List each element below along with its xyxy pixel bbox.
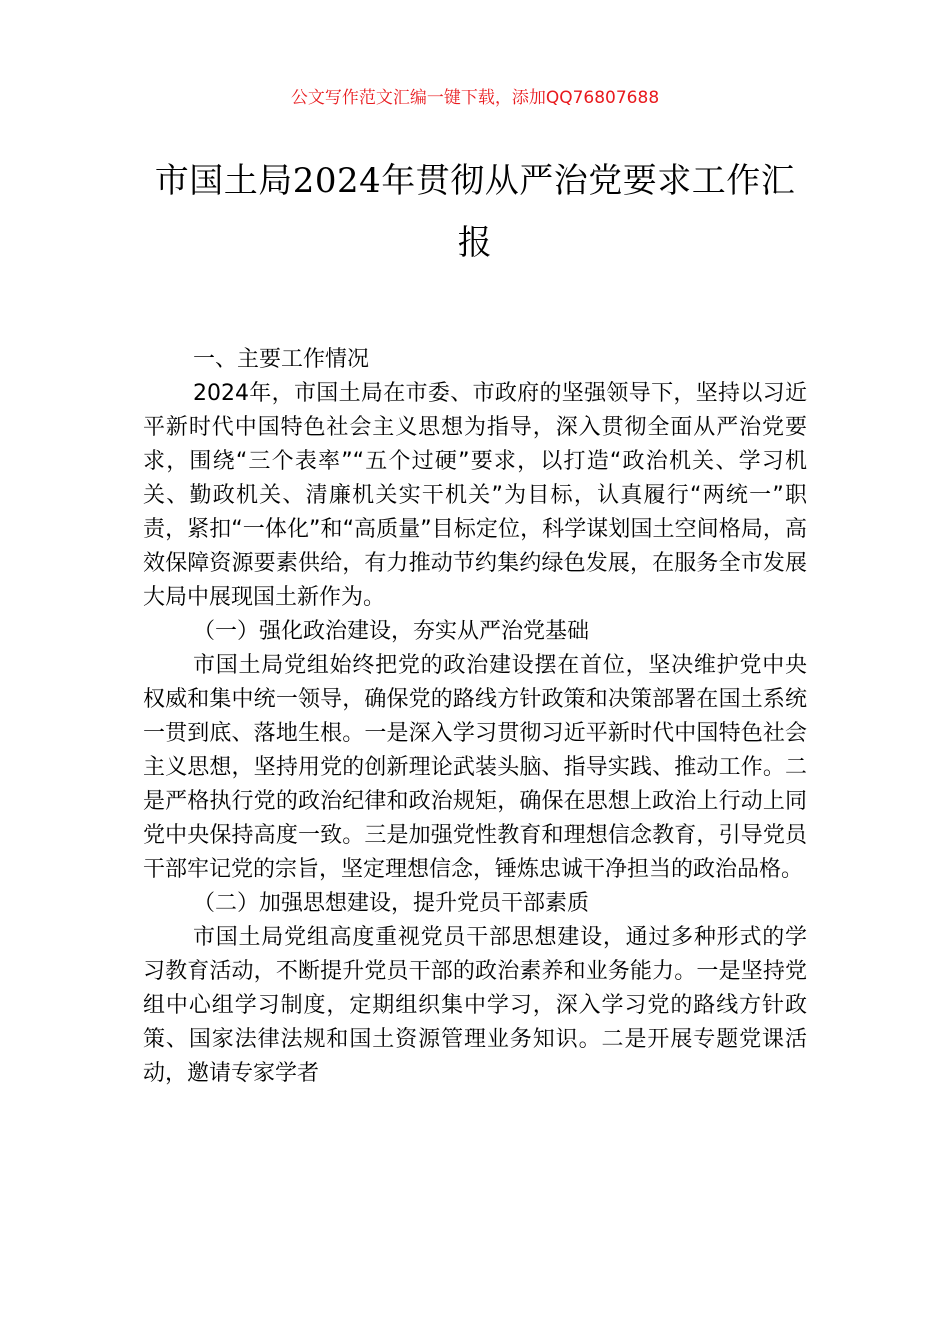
section-heading-main-work: 一、主要工作情况 bbox=[193, 347, 370, 372]
ideological-building-paragraph: 市国土局党组高度重视党员干部思想建设，通过多种形式的学习教育活动，不断提升党员干部的政治素养和业务能力。一是坚持党组中心组学习制度，定期组织集中学习，深入学习党的路线方针政策、国家法律法规和国土资源管理业务知识。二是开展专题党课活动，邀请专家学者 bbox=[143, 925, 807, 1086]
intro-paragraph: 2024年，市国土局在市委、市政府的坚强领导下，坚持以习近平新时代中国特色社会主义思想为指导，深入贯彻全面从严治党要求，围绕“三个表率”“五个过硬”要求，以打造“政治机关、学习机关、勤政机关、清廉机关实干机关”为目标，认真履行“两统一”职责，紧扣“一体化”和“高质量”目标定位，科学谋划国土空间格局，高效保障资源要素供给，有力推动节约集约绿色发展，在服务全市发展大局中展现国土新作为。 bbox=[143, 381, 807, 610]
subsection-heading-ideological-building: （二）加强思想建设，提升党员干部素质 bbox=[193, 891, 590, 916]
subsection-heading-political-building: （一）强化政治建设，夯实从严治党基础 bbox=[193, 619, 590, 644]
document-title: 市国土局2024年贯彻从严治党要求工作汇报 bbox=[154, 161, 796, 263]
download-notice: 公文写作范文汇编一键下载，添加QQ76807688 bbox=[290, 88, 660, 108]
document-body bbox=[143, 343, 807, 1091]
political-building-paragraph: 市国土局党组始终把党的政治建设摆在首位，坚决维护党中央权威和集中统一领导，确保党的路线方针政策和决策部署在国土系统一贯到底、落地生根。一是深入学习贯彻习近平新时代中国特色社会主义思想，坚持用党的创新理论武装头脑、指导实践、推动工作。二是严格执行党的政治纪律和政治规矩，确保在思想上政治上行动上同党中央保持高度一致。三是加强党性教育和理想信念教育，引导党员干部牢记党的宗旨，坚定理想信念，锤炼忠诚干净担当的政治品格。 bbox=[143, 653, 807, 882]
